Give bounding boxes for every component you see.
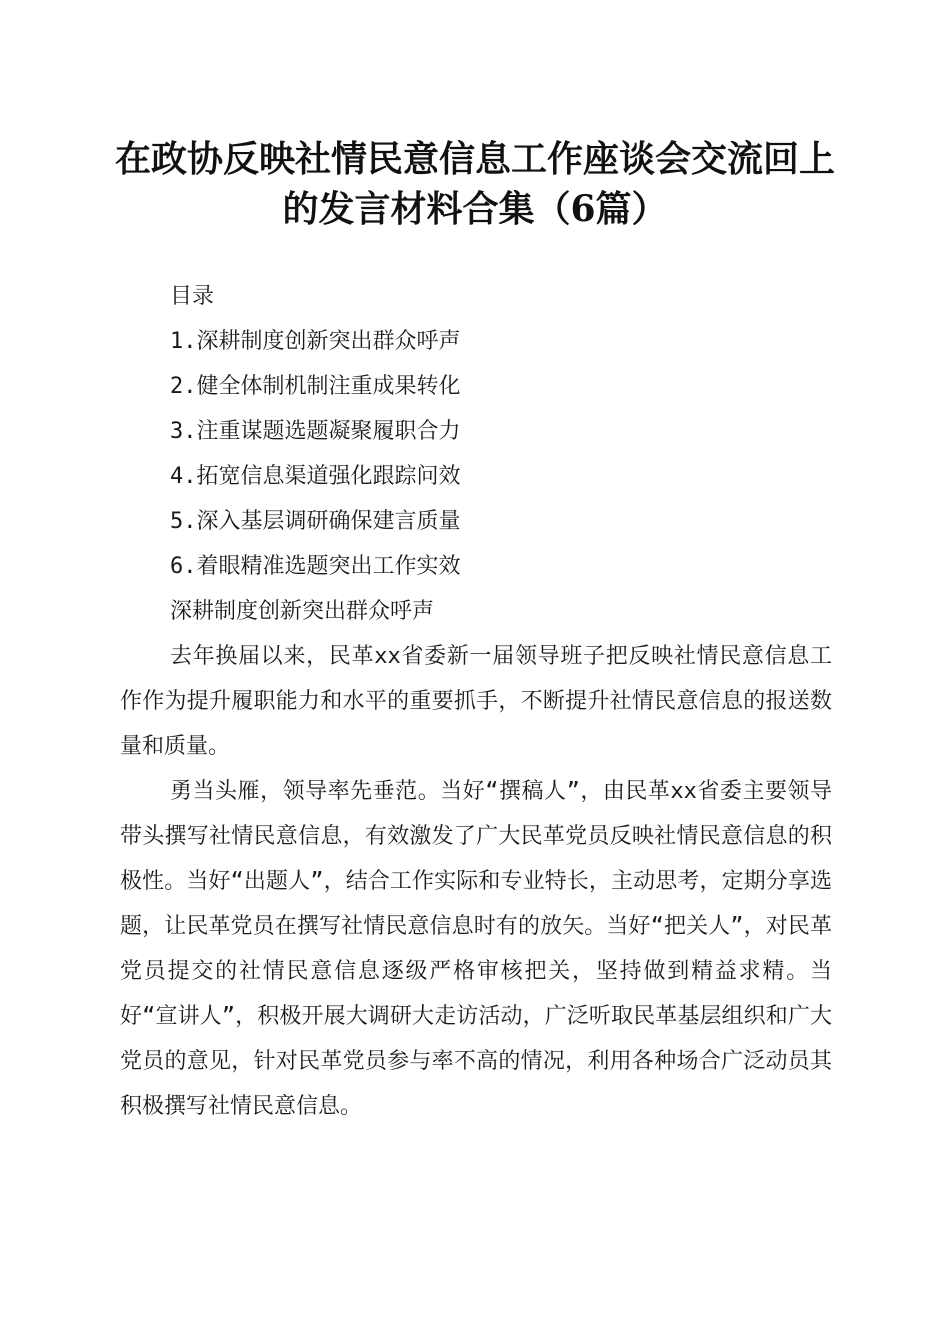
toc-item: 5.深入基层调研确保建言质量 — [170, 509, 461, 534]
toc-item: 1.深耕制度创新突出群众呼声 — [170, 329, 461, 354]
title-line-2: 的发言材料合集（6篇） — [282, 188, 668, 230]
body-paragraph: 勇当头雁，领导率先垂范。当好“撰稿人”，由民革xx省委主要领导带头撰写社情民意信息，有效激发了广大民革党员反映社情民意信息的积极性。当好“出题人”，结合工作实际和专业特长，主动思考，定期分享选题，让民革党员在撰写社情民意信息时有的放矢。当好“把关人”，对民革党员提交的社情民意信息逐级严格审核把关，坚持做到精益求精。当好“宣讲人”，积极开展大调研大走访活动，广泛听取民革基层组织和广大党员的意见，针对民革党员参与率不高的情况，利用各种场合广泛动员其积极撰写社情民意信息。 — [120, 779, 832, 1119]
toc-item: 3.注重谋题选题凝聚履职合力 — [170, 419, 461, 444]
toc-label: 目录 — [170, 284, 215, 309]
toc-item: 6.着眼精准选题突出工作实效 — [170, 554, 461, 579]
document-title — [100, 134, 850, 234]
toc-item: 4.拓宽信息渠道强化跟踪问效 — [170, 464, 461, 489]
title-line-1: 在政协反映社情民意信息工作座谈会交流回上 — [114, 138, 835, 180]
document-body — [120, 274, 832, 1129]
body-paragraph: 去年换届以来，民革xx省委新一届领导班子把反映社情民意信息工作作为提升履职能力和水平的重要抓手，不断提升社情民意信息的报送数量和质量。 — [120, 644, 832, 759]
toc-item: 2.健全体制机制注重成果转化 — [170, 374, 461, 399]
section-heading: 深耕制度创新突出群众呼声 — [170, 599, 435, 624]
